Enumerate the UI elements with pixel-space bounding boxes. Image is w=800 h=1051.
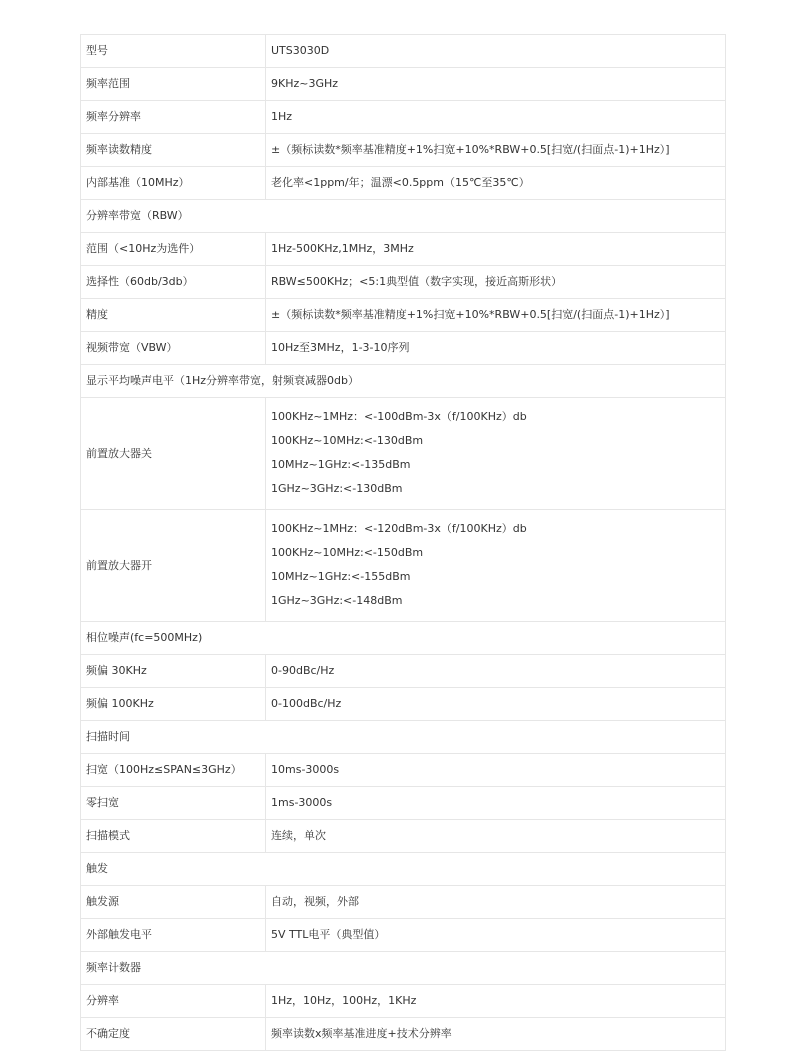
row-label: 范围（<10Hz为选件） <box>81 233 266 266</box>
row-label: 触发源 <box>81 886 266 919</box>
row-label: 前置放大器开 <box>81 510 266 622</box>
row-value: 0-100dBc/Hz <box>266 688 726 721</box>
section-header-row <box>81 952 726 985</box>
row-label: 不确定度 <box>81 1018 266 1051</box>
value-line: 10MHz~1GHz:<-135dBm <box>271 458 411 471</box>
table-row <box>81 754 726 787</box>
row-value: 老化率<1ppm/年；温漂<0.5ppm（15℃至35℃） <box>266 167 726 200</box>
row-value: 0-90dBc/Hz <box>266 655 726 688</box>
row-label: 频率分辨率 <box>81 101 266 134</box>
table-row <box>81 134 726 167</box>
row-label: 型号 <box>81 35 266 68</box>
table-row <box>81 266 726 299</box>
row-value: 9KHz~3GHz <box>266 68 726 101</box>
table-row <box>81 787 726 820</box>
table-row <box>81 167 726 200</box>
row-value: 1Hz-500KHz,1MHz，3MHz <box>266 233 726 266</box>
row-label: 外部触发电平 <box>81 919 266 952</box>
row-value: ±（频标读数*频率基准精度+1%扫宽+10%*RBW+0.5[扫宽/(扫面点-1)+1Hz）] <box>266 299 726 332</box>
row-label: 前置放大器关 <box>81 398 266 510</box>
section-header-row <box>81 721 726 754</box>
table-row <box>81 332 726 365</box>
value-line: 100KHz~1MHz：<-120dBm-3x（f/100KHz）db <box>271 522 527 535</box>
spec-table <box>80 34 726 1051</box>
table-row <box>81 1018 726 1051</box>
section-header-row <box>81 200 726 233</box>
row-value: ±（频标读数*频率基准精度+1%扫宽+10%*RBW+0.5[扫宽/(扫面点-1)+1Hz）] <box>266 134 726 167</box>
table-row <box>81 101 726 134</box>
row-label: 精度 <box>81 299 266 332</box>
row-label: 频偏 100KHz <box>81 688 266 721</box>
row-value <box>266 398 726 510</box>
row-value: UTS3030D <box>266 35 726 68</box>
value-line: 100KHz~10MHz:<-150dBm <box>271 546 424 559</box>
row-label: 扫宽（100Hz≤SPAN≤3GHz） <box>81 754 266 787</box>
value-line: 10MHz~1GHz:<-155dBm <box>271 570 411 583</box>
row-value: 连续，单次 <box>266 820 726 853</box>
section-header-row <box>81 853 726 886</box>
section-header-row <box>81 365 726 398</box>
table-row <box>81 886 726 919</box>
row-value: 5V TTL电平（典型值） <box>266 919 726 952</box>
row-label: 频率读数精度 <box>81 134 266 167</box>
section-header: 触发 <box>81 853 726 886</box>
row-label: 选择性（60db/3db） <box>81 266 266 299</box>
section-header: 显示平均噪声电平（1Hz分辨率带宽，射频衰减器0db） <box>81 365 726 398</box>
row-label: 扫描模式 <box>81 820 266 853</box>
section-header: 分辨率带宽（RBW） <box>81 200 726 233</box>
table-row <box>81 510 726 622</box>
table-row <box>81 68 726 101</box>
row-label: 视频带宽（VBW） <box>81 332 266 365</box>
table-row <box>81 299 726 332</box>
table-row <box>81 820 726 853</box>
row-value: 1Hz，10Hz，100Hz，1KHz <box>266 985 726 1018</box>
row-label: 频率范围 <box>81 68 266 101</box>
row-value: 10ms-3000s <box>266 754 726 787</box>
row-value: 自动，视频，外部 <box>266 886 726 919</box>
table-row <box>81 985 726 1018</box>
row-label: 零扫宽 <box>81 787 266 820</box>
table-row <box>81 35 726 68</box>
table-row <box>81 398 726 510</box>
value-line: 1GHz~3GHz:<-130dBm <box>271 482 403 495</box>
section-header: 相位噪声(fc=500MHz) <box>81 622 726 655</box>
row-label: 频偏 30KHz <box>81 655 266 688</box>
table-row <box>81 655 726 688</box>
section-header: 频率计数器 <box>81 952 726 985</box>
row-label: 内部基准（10MHz） <box>81 167 266 200</box>
section-header-row <box>81 622 726 655</box>
value-line: 100KHz~10MHz:<-130dBm <box>271 434 424 447</box>
row-value: 1ms-3000s <box>266 787 726 820</box>
table-row <box>81 919 726 952</box>
table-row <box>81 233 726 266</box>
section-header: 扫描时间 <box>81 721 726 754</box>
row-value: 10Hz至3MHz，1-3-10序列 <box>266 332 726 365</box>
value-line: 100KHz~1MHz：<-100dBm-3x（f/100KHz）db <box>271 410 527 423</box>
row-label: 分辨率 <box>81 985 266 1018</box>
row-value: 频率读数x频率基准进度+技术分辨率 <box>266 1018 726 1051</box>
table-row <box>81 688 726 721</box>
row-value: 1Hz <box>266 101 726 134</box>
value-line: 1GHz~3GHz:<-148dBm <box>271 594 403 607</box>
row-value <box>266 510 726 622</box>
row-value: RBW≤500KHz；<5:1典型值（数字实现，接近高斯形状） <box>266 266 726 299</box>
